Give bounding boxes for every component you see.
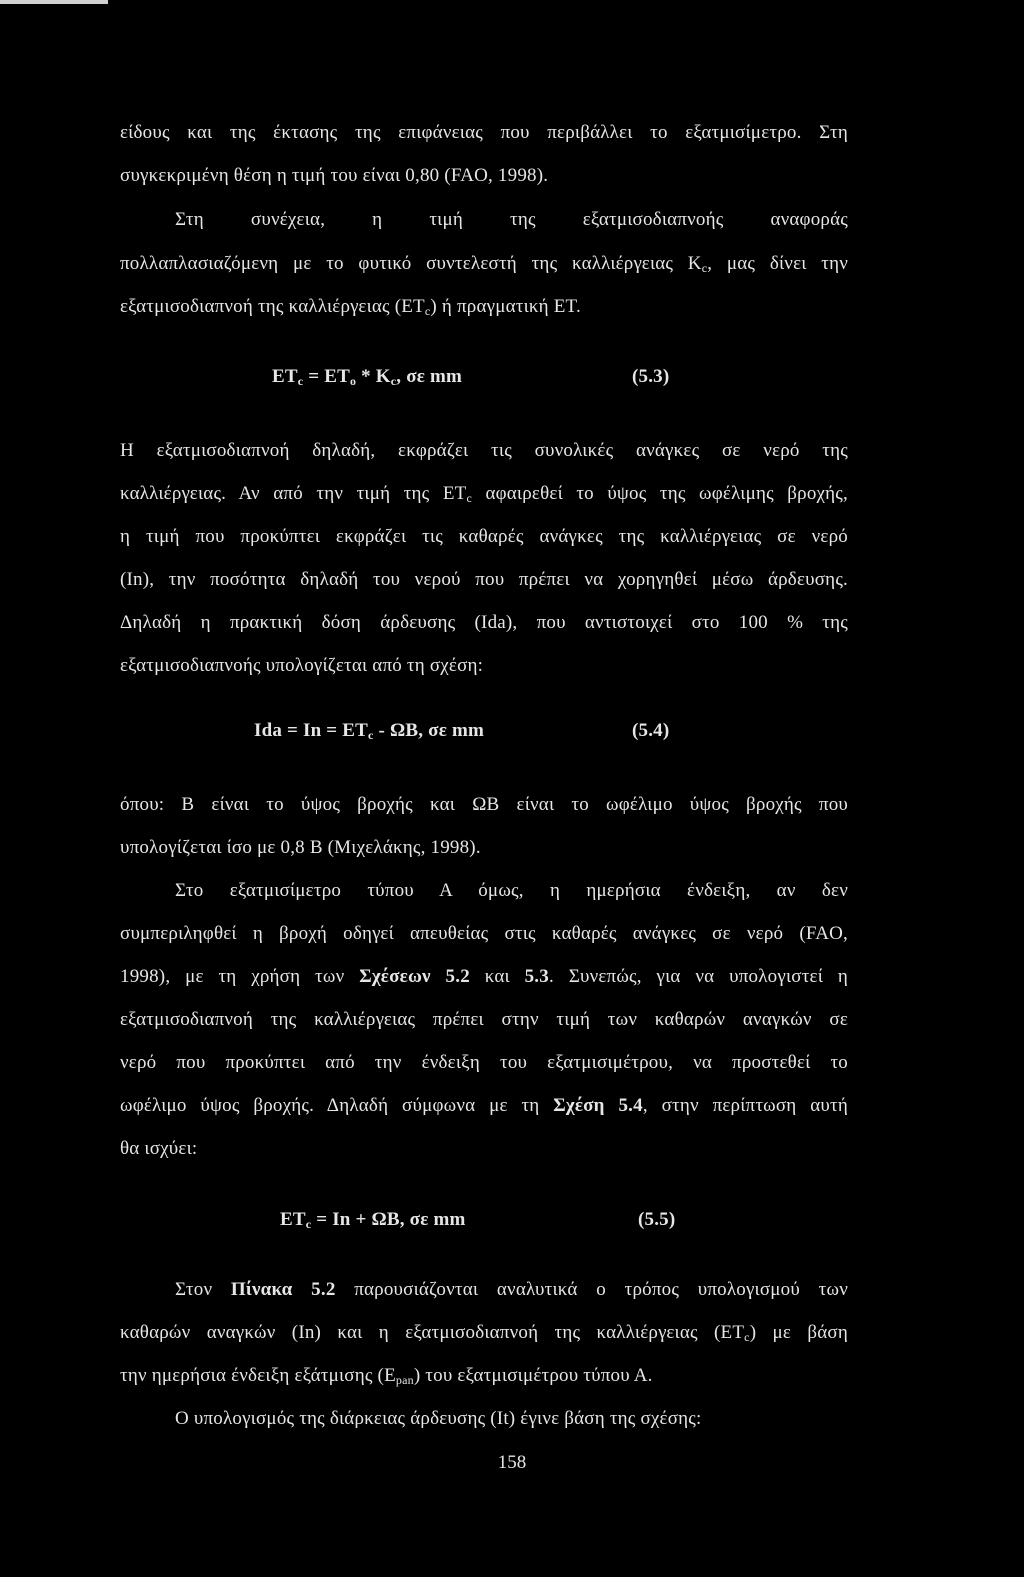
- text-line: συμπεριληφθεί η βροχή οδηγεί απευθείας στις καθαρές ανάγκες σε νερό (FAO,: [120, 923, 848, 944]
- equation-number: (5.5): [638, 1209, 676, 1230]
- scan-edge-mark: [0, 0, 108, 4]
- text-line: ωφέλιμο ύψος βροχής. Δηλαδή σύμφωνα με τη Σχέση 5.4, στην περίπτωση αυτή: [120, 1095, 848, 1116]
- text-line: νερό που προκύπτει από την ένδειξη του εξατμισιμέτρου, να προστεθεί το: [120, 1052, 848, 1073]
- text-line: υπολογίζεται ίσο με 0,8 Β (Μιχελάκης, 1998).: [120, 837, 481, 858]
- equation-number: (5.3): [632, 366, 670, 387]
- text-line: εξατμισοδιαπνοή της καλλιέργειας πρέπει στην τιμή των καθαρών αναγκών σε: [120, 1009, 848, 1030]
- text-line: εξατμισοδιαπνοή της καλλιέργειας $(ET_c)$ ή πραγματική ET.: [120, 296, 581, 318]
- text-line: εξατμισοδιαπνοής υπολογίζεται από τη σχέση:: [120, 655, 484, 676]
- text-line: θα ισχύει:: [120, 1138, 198, 1159]
- text-line: όπου: Β είναι το ύψος βροχής και ΩΒ είναι το ωφέλιμο ύψος βροχής που: [120, 794, 848, 815]
- equation-5-5: $ET_c = In + \Omega B$, σε mm: [280, 1209, 466, 1231]
- equation-5-3: $ET_c = ET_o * K_c$, σε mm: [272, 366, 463, 388]
- text-line: συγκεκριμένη θέση η τιμή του είναι 0,80 (FAO, 1998).: [120, 165, 549, 186]
- text-line: καλλιέργειας. Αν από την τιμή της $ET_c$ αφαιρεθεί το ύψος της ωφέλιμης βροχής,: [120, 483, 848, 505]
- text-line: Ο υπολογισμός της διάρκειας άρδευσης (It) έγινε βάση της σχέσης:: [175, 1408, 702, 1429]
- text-line: Στον Πίνακα 5.2 παρουσιάζονται αναλυτικά ο τρόπος υπολογισμού των: [175, 1279, 848, 1300]
- text-line: Δηλαδή η πρακτική δόση άρδευσης (Ida), που αντιστοιχεί στο 100 % της: [120, 612, 848, 633]
- page-number: 158: [497, 1452, 527, 1473]
- text-line: είδους και της έκτασης της επιφάνειας που περιβάλλει το εξατμισίμετρο. Στη: [120, 122, 848, 143]
- text-line: (In), την ποσότητα δηλαδή του νερού που πρέπει να χορηγηθεί μέσω άρδευσης.: [120, 569, 848, 590]
- text-line: 1998), με τη χρήση των Σχέσεων 5.2 και 5.3. Συνεπώς, για να υπολογιστεί η: [120, 966, 848, 987]
- text-line: Η εξατμισοδιαπνοή δηλαδή, εκφράζει τις συνολικές ανάγκες σε νερό της: [120, 440, 848, 461]
- text-line: Στο εξατμισίμετρο τύπου Α όμως, η ημερήσια ένδειξη, αν δεν: [175, 880, 848, 901]
- text-line: την ημερήσια ένδειξη εξάτμισης $(E_{pan})$ του εξατμισιμέτρου τύπου Α.: [120, 1365, 653, 1387]
- text-line: η τιμή που προκύπτει εκφράζει τις καθαρές ανάγκες της καλλιέργειας σε νερό: [120, 526, 848, 547]
- equation-number: (5.4): [632, 720, 670, 741]
- text-line: καθαρών αναγκών (In) και η εξατμισοδιαπνοή της καλλιέργειας $(ET_c)$ με βάση: [120, 1322, 848, 1344]
- text-line: πολλαπλασιαζόμενη με το φυτικό συντελεστή της καλλιέργειας $K_c$, μας δίνει την: [120, 253, 848, 275]
- text-line: Στη συνέχεια, η τιμή της εξατμισοδιαπνοής αναφοράς: [175, 209, 848, 230]
- equation-5-4: Ida = $In = ET_c - \Omega B$, σε mm: [254, 720, 485, 742]
